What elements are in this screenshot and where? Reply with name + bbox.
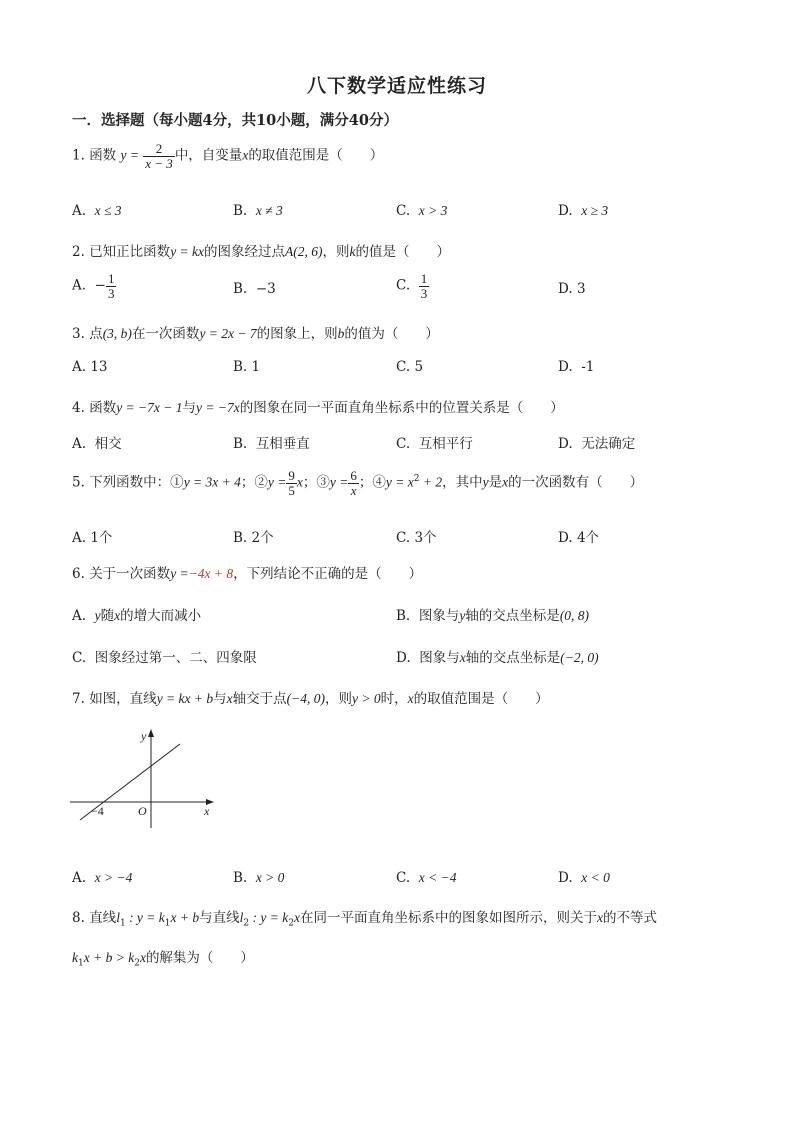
question-text: 的值为（ ） (344, 326, 439, 342)
numerator: 2 (143, 142, 175, 157)
option-letter: A. (72, 203, 87, 219)
option-letter: B. (233, 530, 248, 546)
formula: k (72, 950, 78, 965)
question-text: 时， (380, 691, 408, 707)
question-3 (72, 322, 439, 342)
option-c[interactable] (396, 526, 437, 546)
option-letter: C. (72, 650, 87, 666)
variable: x (114, 608, 121, 623)
formula: x (293, 910, 300, 925)
variable: b (337, 326, 345, 341)
question-text: 点 (89, 326, 103, 342)
option-text: x > 3 (418, 203, 448, 218)
fraction (419, 272, 430, 300)
question-text: 在同一平面直角坐标系中的图象如图所示，则关于 (299, 910, 597, 926)
option-letter: D. (558, 281, 573, 297)
option-text: x ≤ 3 (94, 203, 122, 218)
line-name: l (116, 910, 120, 925)
option-letter: A. (72, 359, 87, 375)
subscript: 2 (243, 918, 250, 929)
question-text: 函数 (89, 400, 117, 416)
option-d[interactable] (558, 203, 608, 219)
formula: y = (329, 474, 349, 490)
page-title: 八下数学适应性练习 (306, 75, 487, 97)
subscript: 1 (164, 918, 171, 929)
option-d[interactable] (558, 281, 586, 297)
subscript: 2 (288, 918, 294, 929)
tick-label: −4 (91, 804, 104, 818)
denominator: 3 (107, 285, 115, 301)
option-b[interactable] (233, 359, 260, 375)
numerator: 1 (107, 271, 115, 286)
formula: x + b > k (83, 950, 135, 965)
option-letter: C. (396, 359, 411, 375)
formula: : y = k (249, 910, 289, 925)
option-a[interactable] (72, 432, 122, 452)
denominator: x (350, 482, 357, 498)
formula-highlight: −4x + 8 (188, 566, 234, 581)
subscript: 2 (134, 958, 140, 969)
formula: y = (120, 147, 139, 163)
question-number: 4. (72, 400, 85, 416)
fraction (143, 142, 175, 170)
q7-graph (66, 724, 226, 830)
option-letter: D. (558, 530, 573, 546)
point: (3, b) (102, 326, 132, 341)
question-5 (72, 469, 643, 497)
question-text: 与 (182, 400, 197, 416)
option-c[interactable] (396, 432, 473, 452)
question-number: 7. (72, 691, 85, 707)
option-letter: B. (233, 281, 248, 297)
question-text: 在一次函数 (131, 326, 200, 342)
question-text: 如图，直线 (89, 691, 157, 707)
question-text: 是 (488, 474, 503, 491)
option-text: 1个 (90, 530, 113, 546)
option-c[interactable] (396, 203, 447, 219)
option-d[interactable] (396, 646, 599, 666)
option-letter: D. (396, 650, 411, 666)
formula: y = kx + b (156, 691, 214, 706)
option-text: 5 (414, 359, 424, 375)
option-b[interactable] (396, 604, 589, 624)
option-text: 无法确定 (581, 436, 636, 452)
option-letter: D. (558, 870, 573, 886)
question-text: 的一次函数有（ ） (508, 474, 644, 491)
option-text: 轴的交点坐标是 (465, 650, 561, 666)
option-text: 相交 (94, 436, 122, 452)
question-text: 的不等式 (602, 910, 657, 926)
option-letter: C. (396, 277, 411, 294)
question-2 (72, 240, 450, 260)
numerator: 9 (288, 468, 295, 483)
question-text: 的取值范围是（ ） (248, 147, 384, 164)
question-text: 直线 (89, 910, 117, 926)
option-letter: C. (396, 436, 411, 452)
question-number: 2. (72, 244, 85, 260)
option-text: 轴的交点坐标是 (465, 608, 560, 624)
formula: y = x (385, 474, 414, 490)
line-name: l (239, 910, 244, 925)
option-text: 4个 (576, 530, 600, 546)
option-b[interactable] (233, 203, 283, 219)
variable: x (242, 147, 249, 163)
fraction (106, 272, 117, 300)
question-7 (72, 687, 549, 707)
option-text: 的增大而减小 (120, 608, 202, 624)
question-text: 中，自变量 (174, 147, 243, 164)
question-text: 的图象上，则 (256, 326, 338, 342)
formula: y = 2x − 7 (199, 326, 257, 341)
subscript: 1 (119, 918, 126, 929)
option-letter: C. (396, 530, 411, 546)
question-text: ，则 (325, 691, 352, 707)
option-text: 图象经过第一、二、四象限 (94, 650, 257, 666)
question-text: ，下列结论不正确的是（ ） (233, 566, 423, 582)
question-text: 轴交于点 (232, 691, 287, 707)
option-letter: B. (233, 203, 248, 219)
question-text: 的图象经过点 (204, 244, 286, 260)
option-b[interactable] (233, 432, 310, 452)
point: (−4, 0) (286, 691, 325, 706)
option-text: 随 (100, 608, 115, 624)
formula: y = (170, 566, 189, 581)
option-text: 图象与 (419, 650, 460, 666)
option-c[interactable] (72, 646, 257, 666)
option-d[interactable] (558, 526, 599, 546)
option-a[interactable] (72, 870, 132, 886)
formula: y = 3x + 4 (183, 474, 241, 490)
option-b[interactable] (233, 526, 274, 546)
option-text: 3 (576, 281, 586, 297)
formula: : y = k (125, 910, 165, 925)
option-a[interactable] (72, 604, 201, 624)
option-letter: D. (558, 436, 573, 452)
y-axis-label: y (141, 729, 147, 743)
subscript: 1 (78, 958, 84, 969)
option-text: 1 (251, 359, 261, 375)
option-text: 3个 (414, 530, 437, 546)
variable: y (482, 474, 489, 490)
option-text: x < 0 (581, 870, 610, 885)
question-text: 已知正比函数 (89, 244, 171, 260)
question-text: 的取值范围是（ ） (413, 691, 549, 707)
question-text: 的值是（ ） (355, 244, 451, 260)
option-b[interactable] (233, 281, 276, 297)
denominator: 5 (288, 482, 295, 498)
option-text: x < −4 (418, 870, 457, 885)
question-text: 与 (213, 691, 227, 707)
exponent: 2 (413, 474, 420, 485)
question-number: 3. (72, 326, 85, 342)
question-number: 1. (72, 147, 85, 164)
option-text: -1 (581, 359, 595, 375)
variable: y (459, 608, 466, 623)
denominator: x − 3 (145, 155, 173, 171)
option-text: 2个 (251, 530, 274, 546)
separator: ；③ (302, 474, 330, 491)
question-text: ，则 (322, 244, 350, 260)
variable: x (139, 950, 146, 965)
point: (−2, 0) (560, 650, 599, 665)
option-letter: C. (396, 870, 411, 886)
question-text: 的图象在同一平面直角坐标系中的位置关系是（ ） (239, 400, 564, 416)
question-number: 5. (72, 474, 85, 491)
option-letter: B. (233, 436, 248, 452)
question-text: 的解集为（ ） (145, 950, 254, 966)
variable: x (502, 474, 509, 490)
numerator: 1 (420, 271, 428, 286)
point: (0, 8) (559, 608, 590, 623)
numerator: 6 (350, 468, 357, 483)
variable: k (349, 244, 356, 259)
formula: y = kx (170, 244, 205, 259)
question-text: 函数 (89, 147, 117, 164)
question-6 (72, 562, 422, 582)
option-letter: A. (72, 870, 87, 886)
variable: x (296, 474, 303, 490)
option-d[interactable] (558, 432, 635, 452)
option-letter: B. (396, 608, 411, 624)
question-8 (72, 906, 657, 929)
option-text: −3 (255, 281, 276, 297)
formula: x + b (170, 910, 200, 925)
section-heading: 一．选择题（每小题4分，共10小题，满分40分） (72, 112, 398, 129)
option-d[interactable] (558, 359, 594, 375)
option-text: x ≥ 3 (581, 203, 609, 218)
separator: ；② (240, 474, 268, 491)
question-number: 8. (72, 910, 85, 926)
option-c[interactable] (396, 272, 429, 300)
option-c[interactable] (396, 870, 456, 886)
separator: ；④ (358, 474, 386, 491)
formula: + 2 (419, 474, 443, 490)
option-a[interactable] (72, 359, 108, 375)
option-a[interactable] (72, 203, 122, 219)
formula: y = −7x (196, 400, 240, 415)
question-text: ，其中 (442, 474, 483, 491)
option-letter: A. (72, 436, 87, 452)
fraction (348, 469, 359, 497)
variable: x (596, 910, 603, 925)
option-c[interactable] (396, 359, 423, 375)
option-letter: C. (396, 203, 411, 219)
variable: y (94, 608, 101, 623)
option-letter: A. (72, 530, 87, 546)
variable: x (407, 691, 414, 706)
option-a[interactable] (72, 526, 112, 546)
y-axis-arrow (148, 729, 154, 737)
option-letter: B. (233, 359, 248, 375)
option-text: 互相平行 (418, 436, 473, 452)
option-d[interactable] (558, 870, 610, 886)
option-letter: A. (72, 608, 87, 624)
question-4 (72, 396, 564, 416)
origin-label: O (138, 804, 147, 818)
option-letter: B. (233, 870, 248, 886)
question-text: 关于一次函数 (89, 566, 171, 582)
fraction (286, 469, 297, 497)
option-text: x > 0 (255, 870, 285, 885)
option-letter: D. (558, 203, 573, 219)
formula: y = (267, 474, 287, 490)
minus-sign: − (94, 277, 106, 294)
denominator: 3 (420, 285, 428, 301)
question-text: 与直线 (199, 910, 240, 926)
question-number: 6. (72, 566, 85, 582)
option-letter: A. (72, 277, 87, 294)
formula: y = −7x − 1 (116, 400, 183, 415)
question-text: 下列函数中：① (89, 474, 184, 491)
x-axis-label: x (204, 804, 210, 818)
option-letter: D. (558, 359, 573, 375)
option-text: x > −4 (94, 870, 133, 885)
option-text: x ≠ 3 (255, 203, 283, 218)
option-text: 互相垂直 (255, 436, 310, 452)
option-b[interactable] (233, 870, 284, 886)
variable: x (459, 650, 466, 665)
option-a[interactable] (72, 272, 116, 300)
question-8-line2 (72, 946, 254, 969)
option-text: 图象与 (418, 608, 460, 624)
point: A(2, 6) (285, 244, 323, 259)
option-text: 13 (90, 359, 108, 375)
variable: x (226, 691, 233, 706)
question-1 (72, 142, 383, 170)
formula: y > 0 (352, 691, 381, 706)
